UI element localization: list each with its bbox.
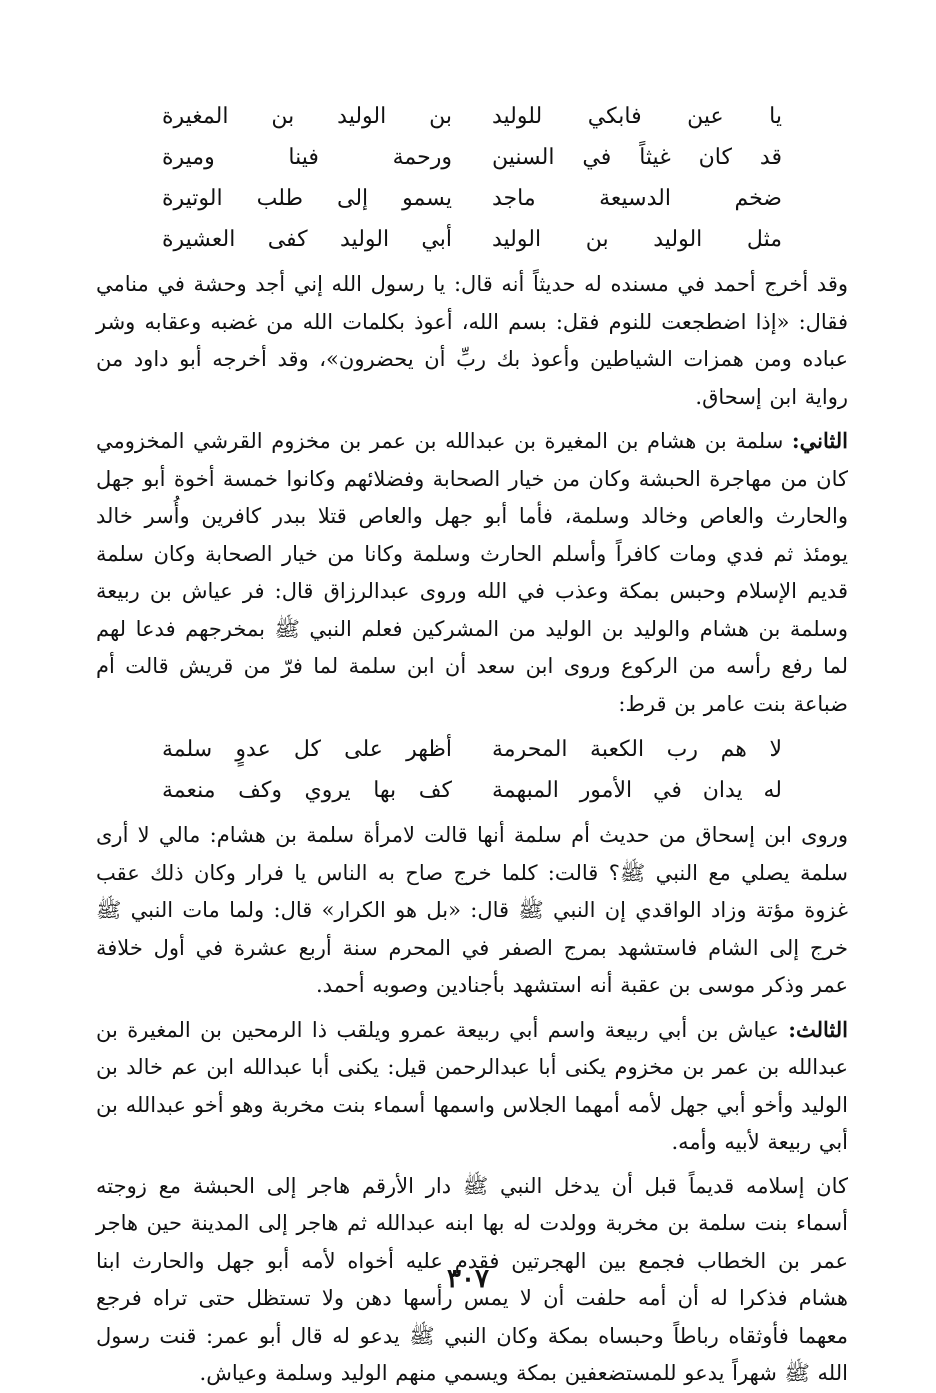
section-label-third: الثالث:	[788, 1016, 848, 1042]
paragraph-ayyash-text: عياش بن أبي ربيعة واسم أبي ربيعة عمرو ويلقب ذا الرمحين بن المغيرة بن عبدالله بن عمر بن مخزوم يكنى أبا عبدالرحمن قيل: يكنى أبا عبدالله ابن عم خالد بن الوليد وأخو أبي جهل لأمه أمهما الجلاس واسمها أسماء بنت مخربة وهو أخو عبدالله بن أبي ربيعة لأبيه وأمه.	[96, 1017, 848, 1154]
verse-first-hemistich: مثل الوليد بن الوليد	[492, 227, 782, 252]
paragraph-hadith: وقد أخرج أحمد في مسنده له حديثاً أنه قال: يا رسول الله إني أجد وحشة في منامي فقال: «إذا اضطجعت للنوم فقل: بسم الله، أعوذ بكلمات الله من غضبه وعقابه وشر عباده ومن همزات الشياطين وأعوذ بك ربِّ أن يحضرون»، وقد أخرجه أبو داود من رواية ابن إسحاق.	[96, 272, 848, 409]
verse-line	[162, 219, 782, 260]
verse-second-hemistich: يسمو إلى طلب الوتيرة	[162, 186, 452, 211]
verse-second-hemistich: أبي الوليد كفى العشيرة	[162, 227, 452, 252]
poem-dua	[96, 729, 848, 811]
verse-first-hemistich: يا عين فابكي للوليد	[492, 104, 782, 129]
section-label-second: الثاني:	[791, 428, 848, 453]
verse-line	[162, 178, 782, 219]
paragraph-ibn-ishaq: وروى ابن إسحاق من حديث أم سلمة أنها قالت لامرأة سلمة بن هشام: مالي لا أرى سلمة يصلي مع النبي ﷺ؟ قالت: كلما خرج صاح به الناس يا فرار وكان ذلك عقب غزوة مؤتة وزاد الواقدي إن النبي ﷺ قال: «بل هو الكرار» قال: ولما مات النبي ﷺ خرج إلى الشام فاستشهد بمرج الصفر في المحرم سنة أربع عشرة في أول خلافة عمر وذكر موسى بن عقبة أنه استشهد بأجنادين وصوبه أحمد.	[96, 823, 848, 997]
verse-line	[162, 729, 782, 770]
verse-first-hemistich: له يدان في الأمور المبهمة	[492, 778, 782, 803]
verse-first-hemistich: ضخم الدسيعة ماجد	[492, 186, 782, 211]
verse-line	[162, 96, 782, 137]
paragraph-salama	[96, 422, 848, 723]
paragraph-ayyash	[96, 1011, 848, 1162]
verse-second-hemistich: ورحمة فينا وميرة	[162, 145, 452, 170]
verse-second-hemistich: أظهر على كل عدوٍ سلمة	[162, 737, 452, 762]
page-number: ٣٠٧	[447, 1264, 489, 1294]
verse-line	[162, 137, 782, 178]
verse-first-hemistich: لا هم رب الكعبة المحرمة	[492, 737, 782, 762]
verse-first-hemistich: قد كان غيثاً في السنين	[492, 145, 782, 170]
verse-second-hemistich: بن الوليد بن المغيرة	[162, 104, 452, 129]
poem-elegy	[96, 96, 848, 260]
verse-second-hemistich: كف بها يروي وكف منعمة	[162, 778, 452, 803]
paragraph-salama-text: سلمة بن هشام بن المغيرة بن عبدالله بن عمر بن مخزوم القرشي المخزومي كان من مهاجرة الحبشة وكان من خيار الصحابة وفضلائهم وكانوا خمسة أخوة أبو جهل والحارث والعاص وخالد وسلمة، فأما أبو جهل والعاص قتلا ببدر كافرين وأُسر خالد يومئذ ثم فدي ومات كافراً وأسلم الحارث وسلمة وكانا من خيار الصحابة وكان سلمة قديم الإسلام وحبس بمكة وعذب في الله وروى عبدالرزاق قال: فر عياش بن ربيعة وسلمة بن هشام والوليد بن الوليد من المشركين فعلم النبي ﷺ بمخرجهم فدعا لهم لما رفع رأسه من الركوع وروى ابن سعد أن ابن سلمة لما فرّ من قريش قالت أم ضباعة بنت عامر بن قرط:	[96, 429, 848, 716]
verse-line	[162, 770, 782, 811]
paragraph-islam: كان إسلامه قديماً قبل أن يدخل النبي ﷺ دار الأرقم هاجر إلى الحبشة مع زوجته أسماء بنت سلمة بن مخربة وولدت له بها ابنه عبدالله ثم هاجر إلى المدينة حين هاجر عمر بن الخطاب فجمع بين الهجرتين فقدم عليه أخواه لأمه أبو جهل والحارث ابنا هشام فذكرا له أن أمه حلفت أن لا يمس رأسها دهن ولا تستظل حتى تراه فرجع معهما فأوثقاه رباطاً وحبساه بمكة وكان النبي ﷺ يدعو له قال أبو عمر: قنت رسول الله ﷺ شهراً يدعو للمستضعفين بمكة ويسمي منهم الوليد وسلمة وعياش.	[96, 1173, 848, 1385]
